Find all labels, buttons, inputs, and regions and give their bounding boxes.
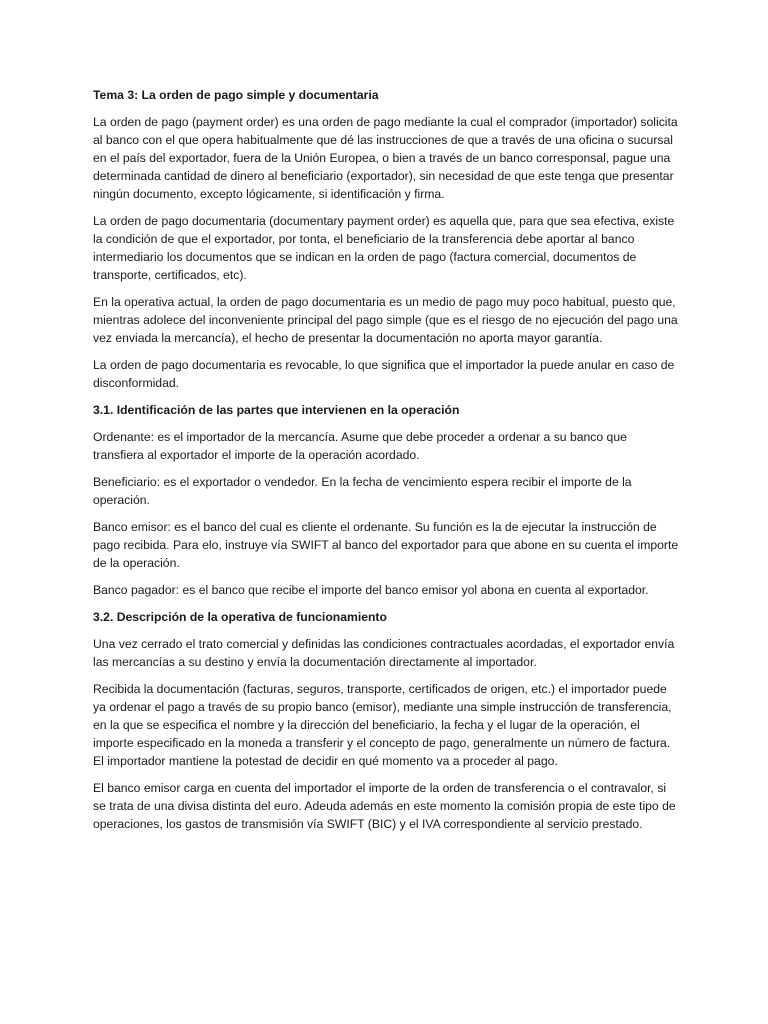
section2-paragraph-3: El banco emisor carga en cuenta del importador el importe de la orden de transferencia o el contravalor, si se trata de una divisa distinta del euro. Adeuda además en este momento la comisión propia de este tipo de operaciones, los gastos de transmisión vía SWIFT (BIC) y el IVA correspondiente al servicio prestado. bbox=[93, 781, 676, 831]
paragraph-ordenante: Ordenante: es el importador de la mercancía. Asume que debe proceder a ordenar a su banco que transfiera al exportador el importe de la operación acordado. bbox=[93, 430, 627, 462]
paragraph-banco-emisor: Banco emisor: es el banco del cual es cliente el ordenante. Su función es la de ejecutar la instrucción de pago recibida. Para elo, instruye vía SWIFT al banco del exportador para que abone en su cuenta el importe de la operación. bbox=[93, 520, 679, 570]
section-heading-3-1: 3.1. Identificación de las partes que intervienen en la operación bbox=[93, 403, 460, 417]
document-page bbox=[93, 86, 681, 842]
section2-paragraph-2: Recibida la documentación (facturas, seguros, transporte, certificados de origen, etc.) el importador puede ya ordenar el pago a través de su propio banco (emisor), mediante una simple instrucción de transferencia, en la que se especifica el nombre y la dirección del beneficiario, la fecha y el lugar de la operación, el importe especificado en la moneda a transferir y el concepto de pago, generalmente un número de factura. El importador mantiene la potestad de decidir en qué momento va a proceder al pago. bbox=[93, 682, 672, 768]
section-heading-3-2: 3.2. Descripción de la operativa de funcionamiento bbox=[93, 610, 387, 624]
paragraph-beneficiario: Beneficiario: es el exportador o vendedor. En la fecha de vencimiento espera recibir el importe de la operación. bbox=[93, 475, 632, 507]
intro-paragraph-1: La orden de pago (payment order) es una orden de pago mediante la cual el comprador (importador) solicita al banco con el que opera habitualmente que dé las instrucciones de que a través de una oficina o sucursal en el país del exportador, fuera de la Unión Europea, o bien a través de un banco corresponsal, pague una determinada cantidad de dinero al beneficiario (exportador), sin necesidad de que este tenga que presentar ningún documento, excepto lógicamente, si identificación y firma. bbox=[93, 115, 678, 201]
paragraph-banco-pagador: Banco pagador: es el banco que recibe el importe del banco emisor yol abona en cuenta al exportador. bbox=[93, 583, 649, 597]
section2-paragraph-1: Una vez cerrado el trato comercial y definidas las condiciones contractuales acordadas, el exportador envía las mercancías a su destino y envía la documentación directamente al importador. bbox=[93, 637, 675, 669]
intro-paragraph-3: En la operativa actual, la orden de pago documentaria es un medio de pago muy poco habitual, puesto que, mientras adolece del inconveniente principal del pago simple (que es el riesgo de no ejecución del pago una vez enviada la mercancía), el hecho de presentar la documentación no aporta mayor garantía. bbox=[93, 295, 678, 345]
intro-paragraph-2: La orden de pago documentaria (documentary payment order) es aquella que, para que sea efectiva, existe la condición de que el exportador, por tonta, el beneficiario de la transferencia debe aportar al banco intermediario los documentos que se indican en la orden de pago (factura comercial, documentos de transporte, certificados, etc). bbox=[93, 214, 675, 282]
document-title: Tema 3: La orden de pago simple y documentaria bbox=[93, 88, 379, 102]
intro-paragraph-4: La orden de pago documentaria es revocable, lo que significa que el importador la puede anular en caso de disconformidad. bbox=[93, 358, 675, 390]
